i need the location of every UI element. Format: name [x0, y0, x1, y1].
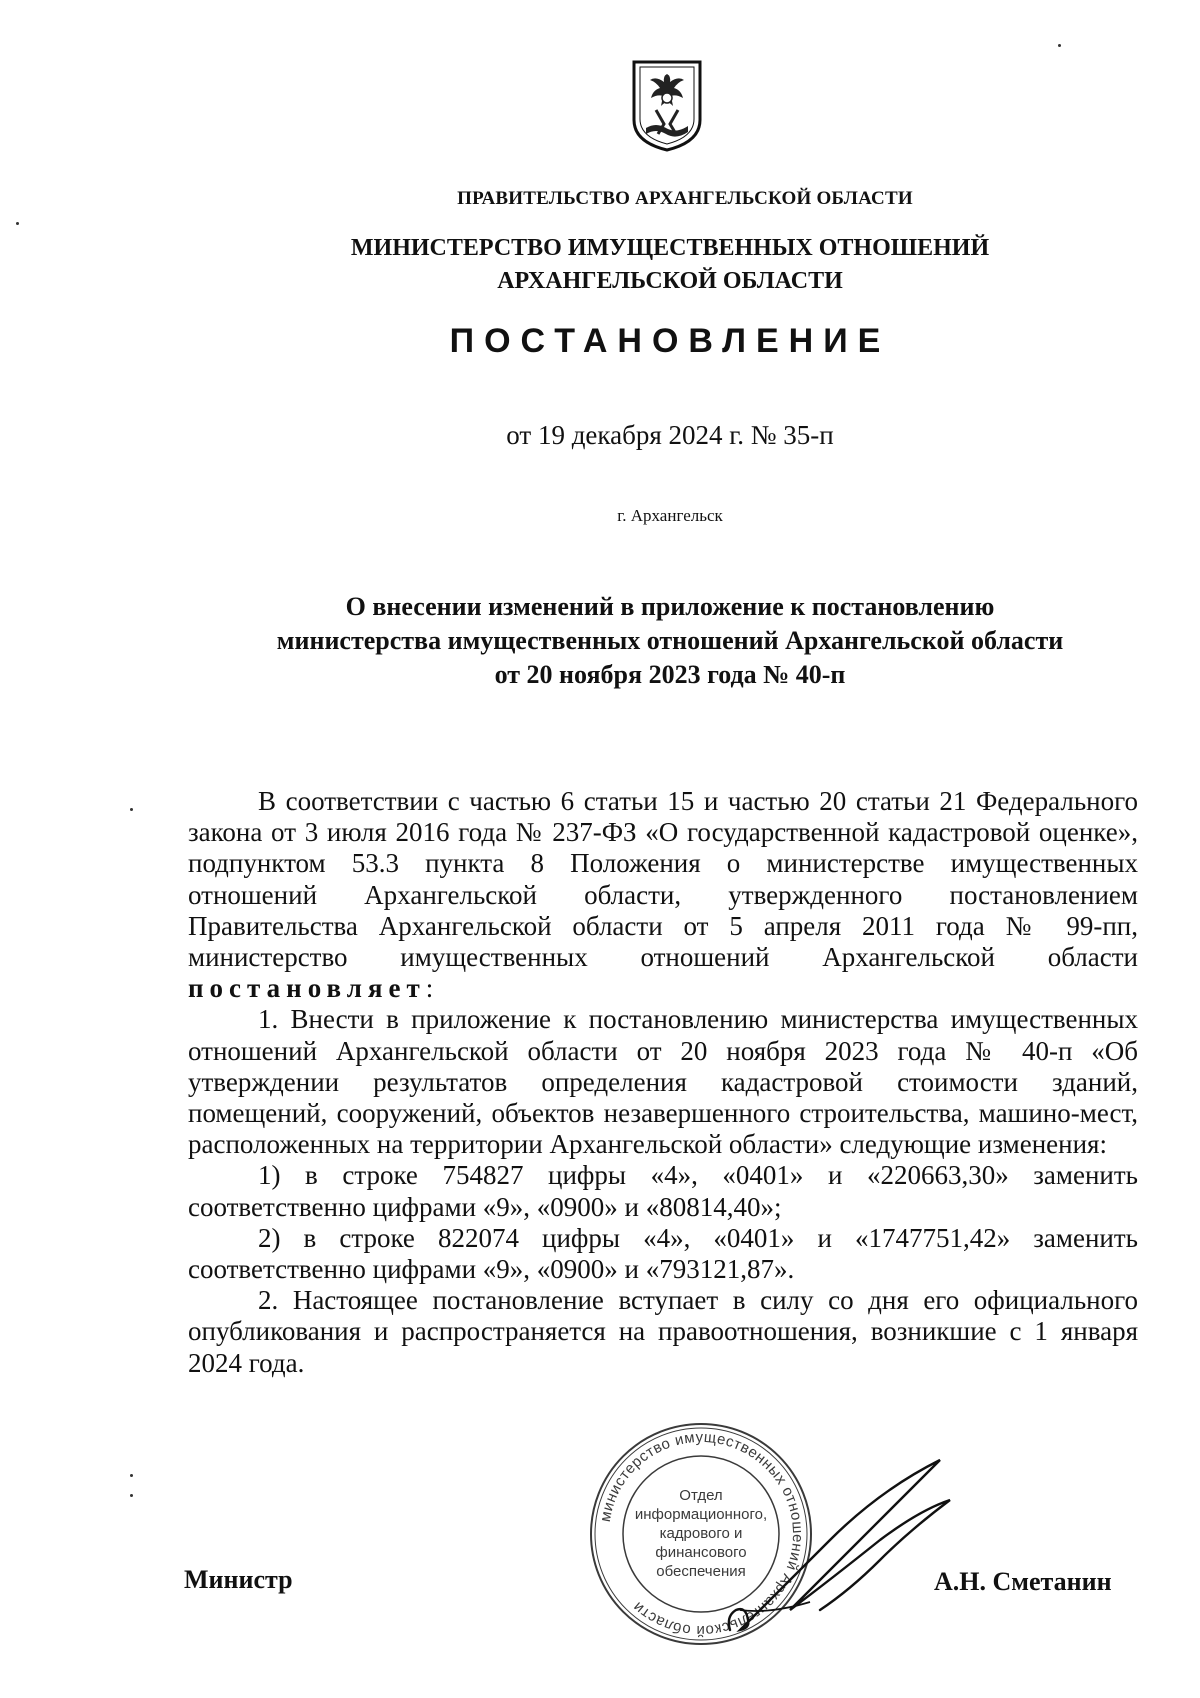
document-title-line1: О внесении изменений в приложение к постановлению: [345, 592, 995, 621]
scan-speck: [1058, 44, 1061, 47]
ministry-heading-line2: АРХАНГЕЛЬСКОЙ ОБЛАСТИ: [497, 268, 843, 294]
stamp-inner-line5: обеспечения: [656, 1563, 746, 1580]
document-city: г. Архангельск: [617, 506, 723, 525]
stamp-outer-text: министерство имущественных отношений Архангельской области: [596, 1428, 807, 1640]
document-title-line2: министерства имущественных отношений Архангельской области: [276, 626, 1064, 655]
document-body: [188, 786, 1138, 1379]
stamp-inner-line1: Отдел: [679, 1487, 723, 1504]
scan-speck: [16, 222, 19, 225]
scan-speck: [130, 1494, 133, 1497]
document-type: ПОСТАНОВЛЕНИЕ: [449, 322, 891, 360]
coat-of-arms-icon: [628, 58, 706, 152]
item-2-paragraph: 2. Настоящее постановление вступает в силу со дня его официального опубликования и распространяется на правоотношения, возникшие с 1 января 2024 года.: [188, 1285, 1138, 1378]
item-1-paragraph: 1. Внести в приложение к постановлению министерства имущественных отношений Архангельской области от 20 ноября 2023 года № 40-п «Об утверждении результатов определения кадастровой стоимости зданий, помещений, сооружений, объектов незавершенного строительства, машино-мест, расположенных на территории Архангельской области» следующие изменения:: [188, 1004, 1138, 1160]
handwritten-signature: [700, 1440, 960, 1640]
government-heading: ПРАВИТЕЛЬСТВО АРХАНГЕЛЬСКОЙ ОБЛАСТИ: [457, 188, 913, 209]
resolves-colon: :: [425, 973, 434, 1004]
ministry-heading-line1: МИНИСТЕРСТВО ИМУЩЕСТВЕННЫХ ОТНОШЕНИЙ: [350, 235, 990, 261]
scan-speck: [130, 1474, 133, 1477]
document-title-line3: от 20 ноября 2023 года № 40-п: [494, 660, 846, 689]
ministry-heading: [0, 232, 1200, 298]
stamp-inner-line3: кадрового и: [659, 1525, 743, 1542]
stamp-inner-line4: финансового: [655, 1544, 747, 1561]
intro-paragraph: [188, 786, 1138, 1004]
scan-speck: [130, 808, 133, 811]
item-1-2-paragraph: 2) в строке 822074 цифры «4», «0401» и «1747751,42» заменить соответственно цифрами «9», «0900» и «793121,87».: [188, 1222, 1138, 1285]
resolves-word: постановляет: [188, 973, 426, 1004]
document-date-number: от 19 декабря 2024 г. № 35-п: [506, 420, 834, 450]
document-title: [0, 590, 1200, 692]
stamp-inner-line2: информационного,: [634, 1506, 768, 1523]
signatory-position: Министр: [184, 1565, 293, 1594]
signatory-name: А.Н. Сметанин: [934, 1567, 1112, 1596]
intro-text: В соответствии с частью 6 статьи 15 и частью 20 статьи 21 Федерального закона от 3 июля 2016 года № 237-ФЗ «О государственной кадастровой оценке», подпунктом 53.3 пункта 8 Положения о министерстве имущественных отношений Архангельской области, утвержденного постановлением Правительства Архангельской области от 5 апреля 2011 года № 99-пп, министерство имущественных отношений Архангельской области: [188, 786, 1138, 973]
item-1-1-paragraph: 1) в строке 754827 цифры «4», «0401» и «220663,30» заменить соответственно цифрами «9», «0900» и «80814,40»;: [188, 1160, 1138, 1222]
